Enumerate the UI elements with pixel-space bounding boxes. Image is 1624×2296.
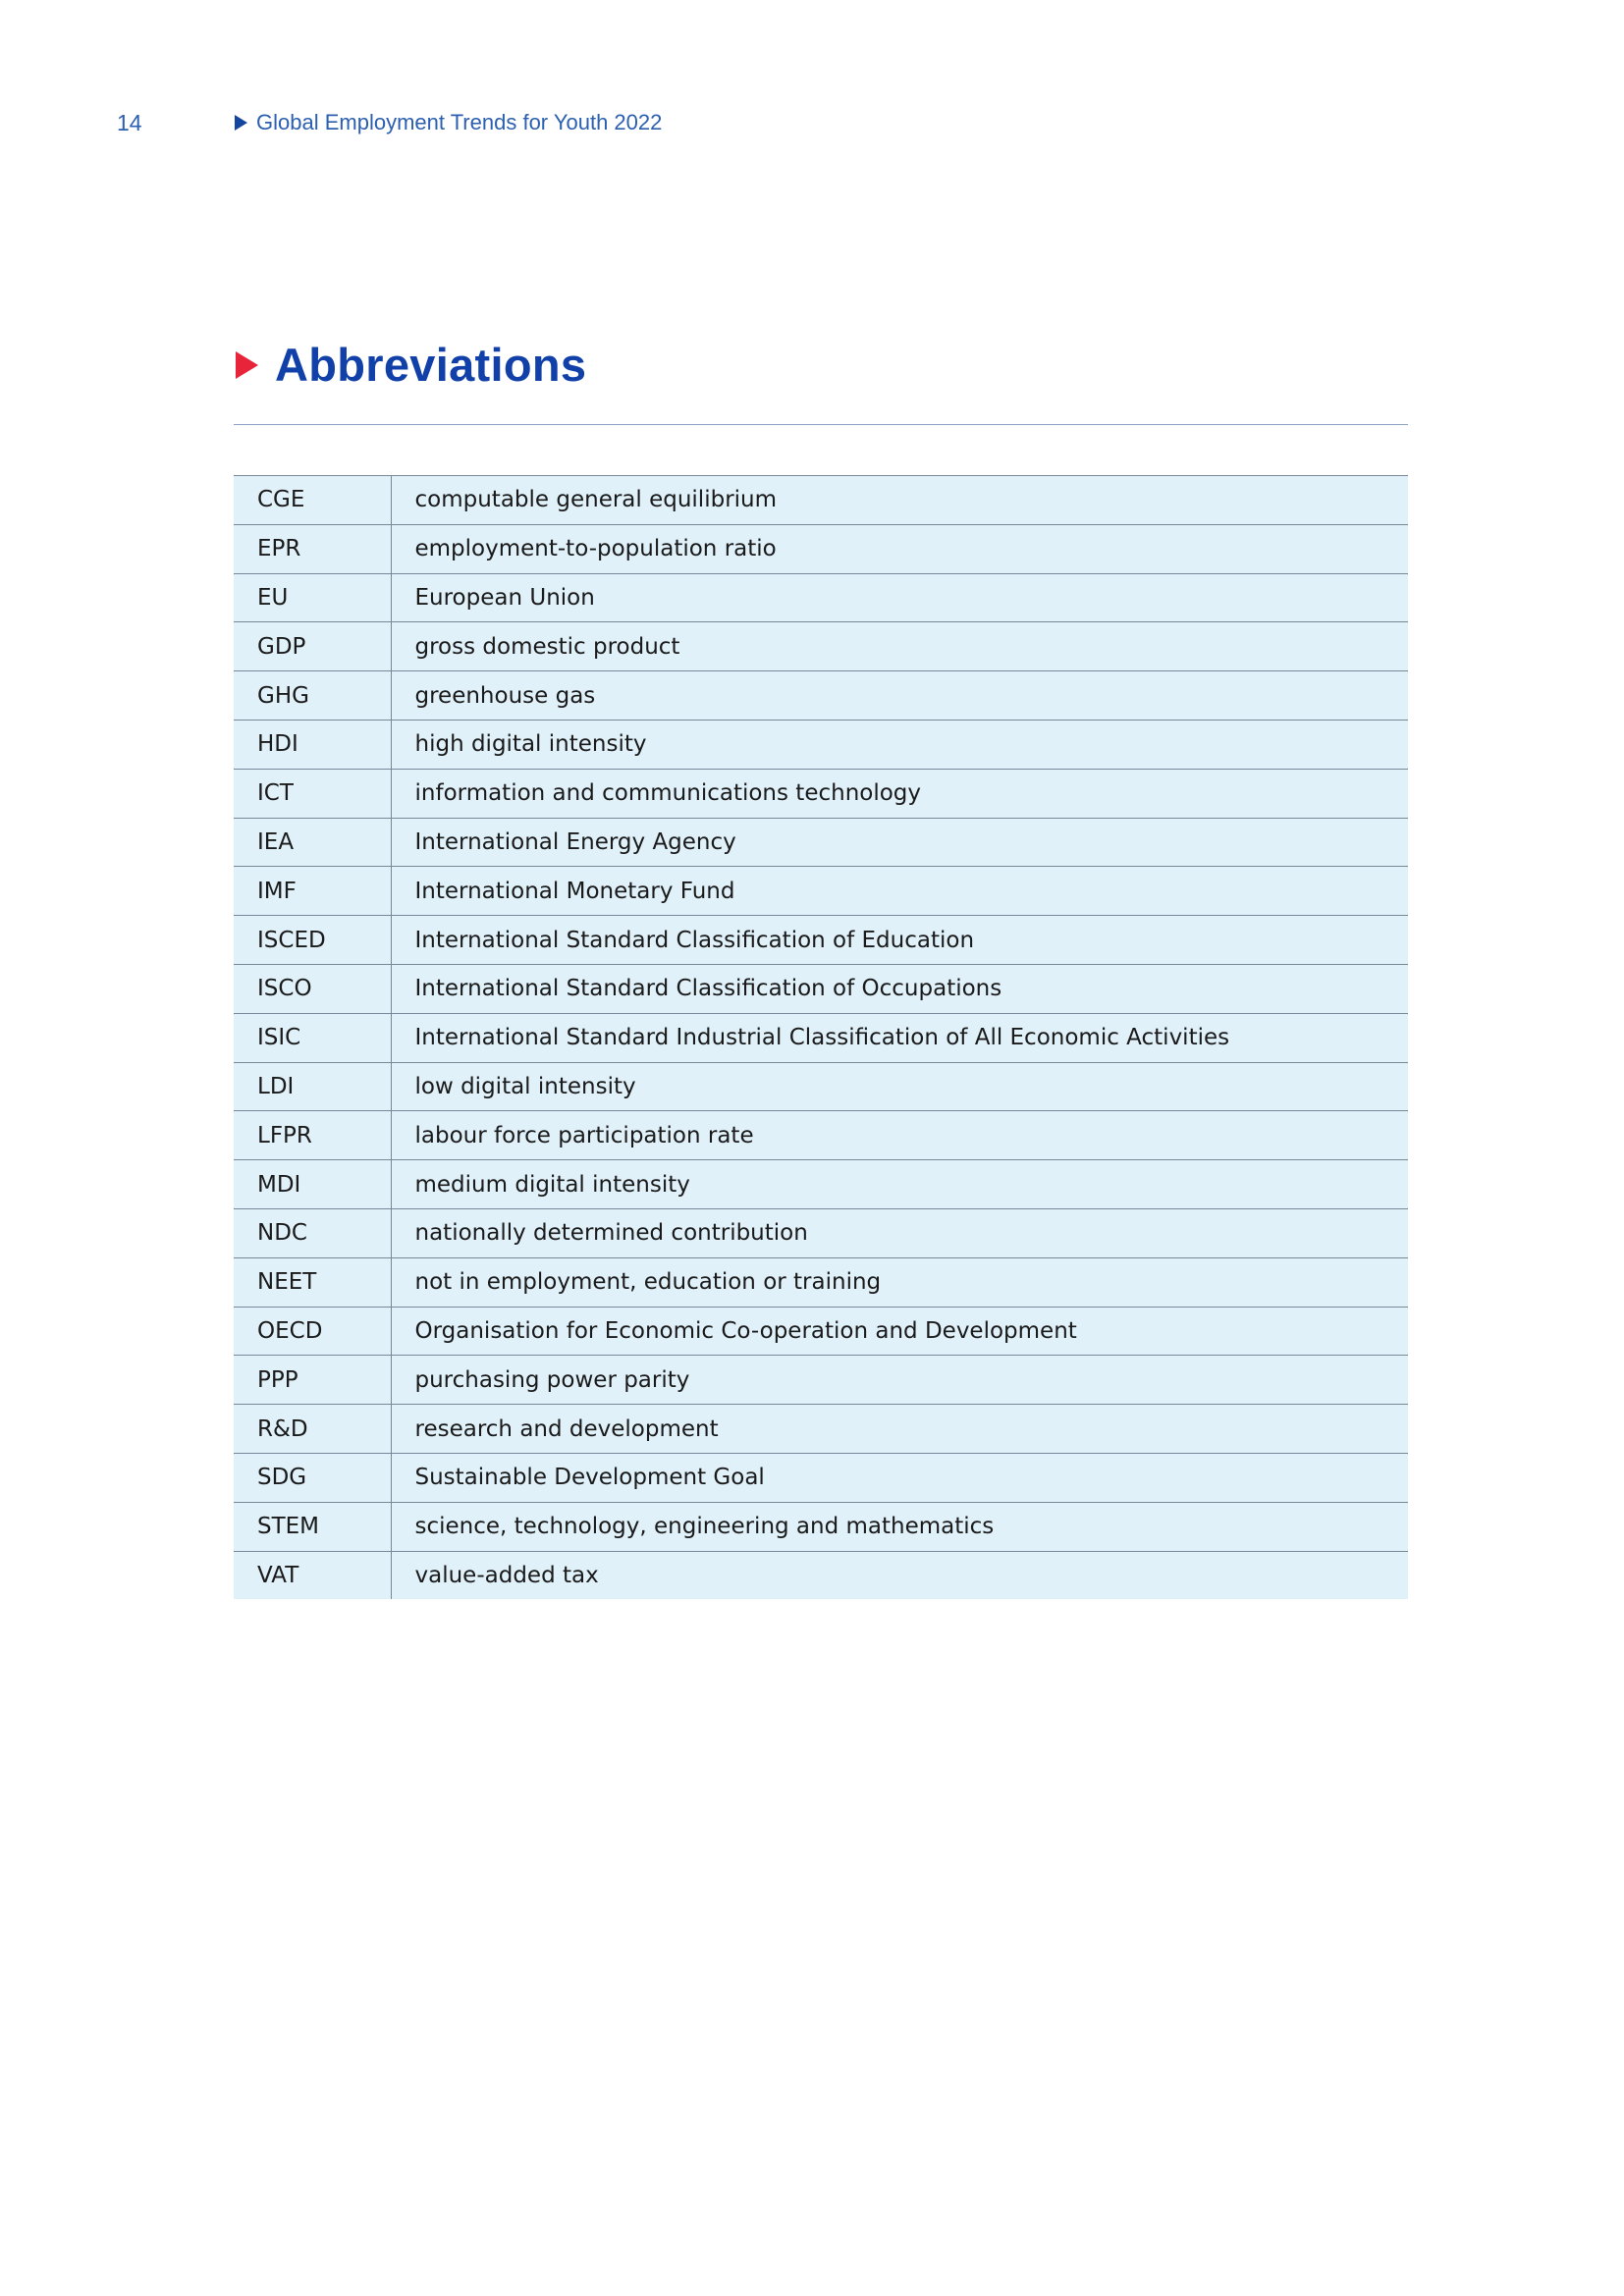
table-row (234, 1356, 1408, 1405)
heading-divider (234, 424, 1408, 425)
abbreviation-cell: EPR (234, 524, 391, 573)
abbreviations-table-body (234, 476, 1408, 1600)
definition-cell: value-added tax (414, 1562, 599, 1588)
red-triangle-icon (236, 351, 258, 379)
table-row (234, 1062, 1408, 1111)
definition-cell: employment-to-population ratio (391, 524, 1408, 573)
definition-cell: computable general equilibrium (391, 476, 1408, 525)
abbreviation-cell: CGE (234, 476, 391, 525)
table-row (234, 818, 1408, 867)
table-row (234, 524, 1408, 573)
abbreviation-cell: ISCED (234, 916, 391, 965)
definition-cell: research and development (391, 1405, 1408, 1454)
table-row (234, 867, 1408, 916)
section-title: Abbreviations (275, 339, 587, 391)
definition-cell: not in employment, education or training (391, 1257, 1408, 1307)
abbreviation-cell: LDI (234, 1062, 391, 1111)
definition-cell: Organisation for Economic Co-operation and Development (391, 1307, 1408, 1356)
abbreviation-cell: GDP (234, 622, 391, 671)
table-row (234, 1453, 1408, 1502)
abbreviation-cell: OECD (234, 1307, 391, 1356)
running-header (235, 110, 662, 135)
abbreviation-cell: ICT (234, 769, 391, 818)
abbreviation-cell: NDC (234, 1208, 391, 1257)
abbreviation-cell: EU (234, 573, 391, 622)
definition-cell: International Standard Industrial Classification of All Economic Activities (391, 1013, 1408, 1062)
definition-cell: science, technology, engineering and mathematics (391, 1502, 1408, 1551)
table-row (234, 1502, 1408, 1551)
table-row (234, 916, 1408, 965)
table-row (234, 964, 1408, 1013)
abbreviation-cell: IMF (234, 867, 391, 916)
running-header-title: Global Employment Trends for Youth 2022 (256, 110, 663, 134)
abbreviation-cell: HDI (234, 720, 391, 769)
table-row (234, 769, 1408, 818)
table-row (234, 1257, 1408, 1307)
abbreviation-cell: NEET (234, 1257, 391, 1307)
abbreviation-cell: SDG (234, 1453, 391, 1502)
triangle-bullet-icon (235, 115, 247, 131)
definition-cell: gross domestic product (391, 622, 1408, 671)
section-heading (236, 338, 586, 392)
table-row (234, 1307, 1408, 1356)
abbreviation-cell: LFPR (234, 1111, 391, 1160)
abbreviation-cell: IEA (234, 818, 391, 867)
abbreviation-cell: VAT (234, 1551, 391, 1599)
definition-cell: greenhouse gas (391, 671, 1408, 721)
definition-cell: labour force participation rate (391, 1111, 1408, 1160)
page-number: 14 (117, 110, 142, 135)
definition-cell: high digital intensity (391, 720, 1408, 769)
table-row (234, 720, 1408, 769)
table-row (234, 1013, 1408, 1062)
abbreviations-table (234, 475, 1408, 1599)
table-row (234, 671, 1408, 721)
definition-cell: nationally determined contribution (391, 1208, 1408, 1257)
abbreviation-cell: ISIC (234, 1013, 391, 1062)
table-row (234, 1208, 1408, 1257)
definition-cell: medium digital intensity (391, 1160, 1408, 1209)
table-row (234, 1160, 1408, 1209)
abbreviation-cell: STEM (234, 1502, 391, 1551)
definition-cell: International Monetary Fund (391, 867, 1408, 916)
table-row (234, 476, 1408, 525)
table-row (234, 1551, 1408, 1599)
table-row (234, 1405, 1408, 1454)
definition-cell: Sustainable Development Goal (391, 1453, 1408, 1502)
table-row (234, 1111, 1408, 1160)
definition-cell: International Energy Agency (391, 818, 1408, 867)
abbreviation-cell: R&D (234, 1405, 391, 1454)
definition-cell: European Union (391, 573, 1408, 622)
definition-cell: low digital intensity (391, 1062, 1408, 1111)
abbreviation-cell: GHG (234, 671, 391, 721)
abbreviation-cell: MDI (234, 1160, 391, 1209)
abbreviation-cell: PPP (234, 1356, 391, 1405)
definition-cell: International Standard Classification of Occupations (391, 964, 1408, 1013)
table-row (234, 573, 1408, 622)
definition-cell: purchasing power parity (391, 1356, 1408, 1405)
definition-cell: information and communications technology (391, 769, 1408, 818)
abbreviation-cell: ISCO (234, 964, 391, 1013)
table-row (234, 622, 1408, 671)
definition-cell: International Standard Classification of Education (391, 916, 1408, 965)
